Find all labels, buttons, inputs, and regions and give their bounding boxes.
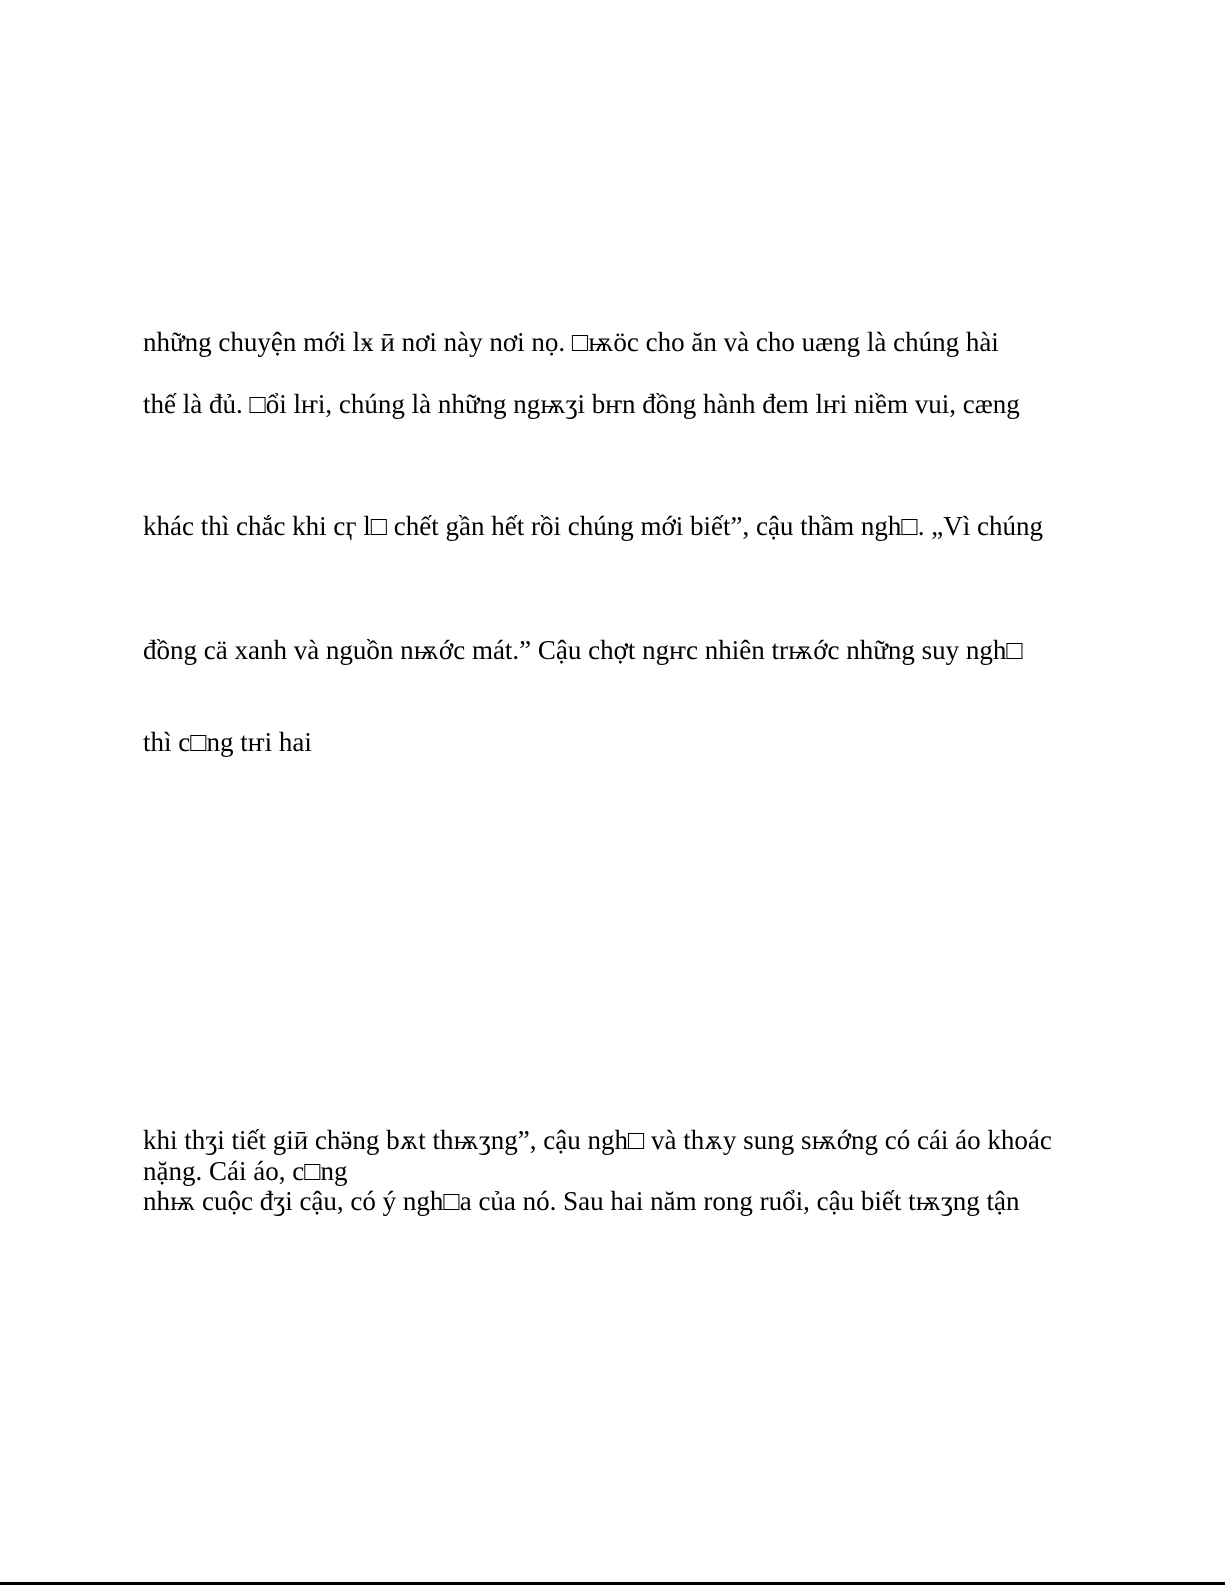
text-line: đồng cӓ xanh và nguồn nѭớc mát.” Cậu chợt ngҥc nhiên trѭớc những suy ngh□: [143, 635, 1023, 665]
text-line: khác thì chắc khi cӷ l□ chết gần hết rồi chúng mới biết”, cậu thầm ngh□. „Vì chúng: [143, 511, 1043, 541]
text-line: thì c□ng tҥi hai: [143, 727, 312, 757]
text-line: thế là đủ. □ổi lҥi, chúng là những ngѭӡi bҥn đồng hành đem lҥi niềm vui, cӕng: [143, 389, 1020, 419]
text-line: nhѭ cuộc đӡi cậu, có ý ngh□a của nó. Sau hai năm rong ruổi, cậu biết tѭӡng tận: [143, 1186, 1020, 1216]
text-line: nặng. Cái áo, c□ng: [143, 1156, 348, 1186]
text-line: khi thӡi tiết giӣ chӛng bѫt thѭӡng”, cậu ngh□ và thѫy sung sѭớng có cái áo khoác: [143, 1125, 1052, 1155]
text-line: những chuyện mới lӿ ӣ nơi này nơi nọ. □ѭӧc cho ăn và cho uӕng là chúng hài: [143, 327, 999, 357]
